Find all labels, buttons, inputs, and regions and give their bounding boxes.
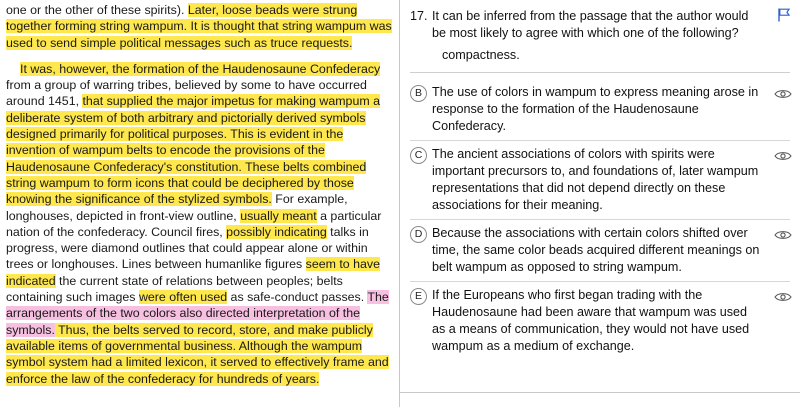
passage-paragraph: [6, 2, 393, 51]
passage-highlight-yellow: This is evident in the invention of wampum belts to encode the provisions of the Haudenosaune Confederacy's constitution. These belts combined string wampum to form icons that could be deciphered by those knowing the significance of the stylized symbols.: [6, 127, 367, 207]
answer-choice-d[interactable]: [400, 220, 800, 281]
choice-letter: D: [410, 226, 427, 243]
choice-text: The use of colors in wampum to express meaning arose in response to the formation of the Haudenosaune Confederacy.: [432, 85, 759, 133]
passage-run: the current state of relations between peoples; belts containing such images: [6, 273, 343, 305]
question-number: 17.: [410, 9, 428, 23]
question-stem: It can be inferred from the passage that the author would be most likely to agree with which one of the following?: [432, 9, 749, 40]
answer-choices[interactable]: [400, 79, 800, 360]
eye-icon[interactable]: [774, 87, 792, 99]
choice-letter-button[interactable]: [410, 288, 432, 305]
answer-choice-e[interactable]: [400, 282, 800, 360]
choice-letter-button[interactable]: [410, 226, 432, 243]
passage-highlight-yellow: Later, loose beads were strung together forming string wampum. It is thought that string wampum was used to send simple political messages such as truce requests.: [6, 3, 392, 50]
passage-highlight-yellow: Thus, the belts served to record, store, and make publicly available items of governmental business. Although the wampum symbol system had a limited lexicon, it served to effectively frame and enforce the law of the confederacy for hundreds of years.: [6, 322, 389, 386]
passage-paragraph: [6, 61, 393, 387]
passage-highlight-yellow: were often used: [138, 290, 228, 305]
passage-run: For example, longhouses, depicted in front-view outline,: [6, 192, 348, 223]
bottom-rule: [400, 392, 800, 393]
passage-highlight-pink: The arrangements of the two colors also directed interpretation of the symbols.: [6, 290, 389, 337]
answer-choice-b[interactable]: [400, 79, 800, 140]
passage-run: as safe-conduct passes.: [227, 290, 368, 305]
passage-highlight-yellow: usually meant: [240, 208, 317, 223]
passage-run: talks in progress, were diamond outlines that could appear alone or within trees or longhouses. Lines between humanlike figures: [6, 224, 369, 272]
passage-highlight-yellow: seem to have indicated: [6, 257, 381, 288]
stem-fragment: compactness.: [442, 48, 520, 62]
passage-run: from a group of warring tribes, believed by some to have occurred around 1451,: [6, 78, 367, 109]
passage-highlight-yellow: possibly indicating: [226, 224, 327, 239]
eye-icon[interactable]: [774, 290, 792, 302]
choice-letter-button[interactable]: [410, 85, 432, 102]
flag-icon[interactable]: [776, 7, 792, 23]
passage-pane[interactable]: [0, 0, 399, 407]
passage-text[interactable]: [6, 2, 393, 387]
choice-letter-button[interactable]: [410, 147, 432, 164]
choice-letter: B: [410, 85, 427, 102]
passage-highlight-yellow: that supplied the major impetus for making wampum a deliberate system of both arbitrary and pictorially derived symbols designed primarily for political purposes.: [6, 94, 380, 142]
choice-text: Because the associations with certain colors shifted over time, the same color beads acquired different meanings on belt wampum as opposed to string wampum.: [432, 226, 760, 274]
choice-text: If the Europeans who first began trading with the Haudenosaune had been aware that wampum was used as a means of communication, they would not have used wampum as a medium of exchange.: [432, 288, 750, 353]
passage-run: a particular nation of the confederacy. Council fires,: [6, 208, 382, 239]
passage-run: one or the other of these spirits).: [6, 3, 188, 17]
eye-icon[interactable]: [774, 149, 792, 161]
choice-text: The ancient associations of colors with spirits were important precursors to, and foundations of, later wampum representations that did not depend directly on these associations for their meaning.: [432, 147, 759, 212]
answer-choice-c[interactable]: [400, 141, 800, 219]
choice-letter: C: [410, 147, 427, 164]
question-divider: [410, 72, 790, 73]
passage-highlight-yellow: It was, however, the formation of the Haudenosaune Confederacy: [20, 61, 381, 76]
question-header: [400, 0, 800, 42]
eye-icon[interactable]: [774, 228, 792, 240]
choice-letter: E: [410, 288, 427, 305]
question-pane: [400, 0, 800, 407]
